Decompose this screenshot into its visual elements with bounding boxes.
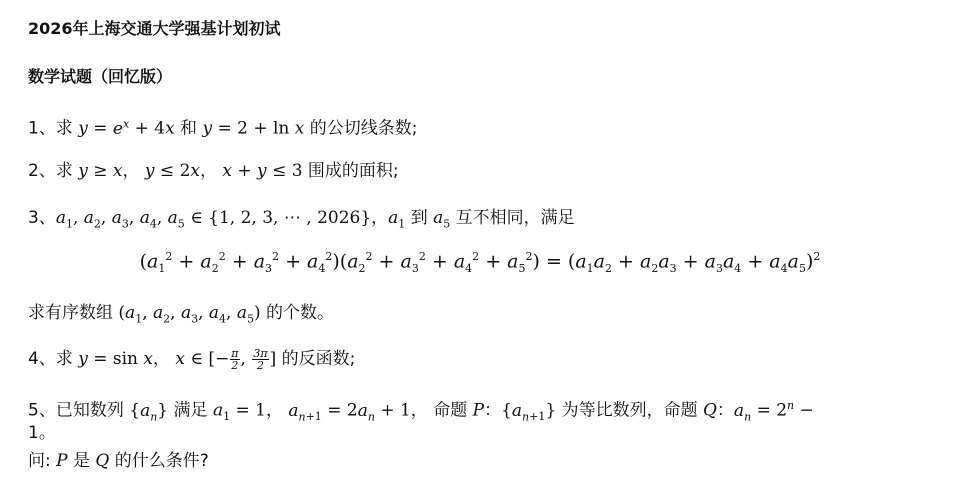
problem-1: 1、求 $y = e^x + 4x$ 和 y = 2 + ln x 的公切线条数; — [28, 117, 418, 139]
problem-5-question: 问: P 是 Q 的什么条件? — [28, 451, 209, 471]
problem-4-number: 4、求 — [28, 349, 79, 369]
problem-3: 3、$a_1$, $a_2$, $a_3$, $a_4$, $a_5$ ∈ {1, 2, 3, ⋯ , 2026}，$a_1$ 到 $a_5$ 互不相同，满足 — [28, 208, 575, 231]
problem-4-text: 的反函数; — [276, 349, 356, 369]
problem-5: 5、已知数列 $\{a_n\}$ 满足 $a_1 = 1$， $a_{n+1} = 2a_n + 1$， 命题 P：$\{a_{n+1}\}$ 为等比数列，命题 Q：$a_n = 2^n$ − — [28, 399, 814, 424]
problem-2: 2、求 y ≥ x， y ≤ 2x， x + y ≤ 3 围成的面积; — [28, 161, 399, 181]
problem-5-number: 5、已知数列 — [28, 400, 130, 421]
problem-1-text-2: 的公切线条数; — [304, 118, 418, 139]
problem-2-number: 2、求 — [28, 161, 79, 181]
page-title: 2026年上海交通大学强基计划初试 — [28, 19, 281, 38]
problem-3-equation: $(a_1^2 + a_2^2 + a_3^2 + a_4^2)(a_2^2 + a_3^2 + a_4^2 + a_5^2) = (a_1a_2 + a_2a_3 + a_3a_4 + a_4a_5)^2$ — [139, 250, 821, 276]
problem-5-continued: 1。 — [28, 423, 56, 443]
page-subtitle: 数学试题（回忆版） — [28, 67, 173, 86]
problem-2-text: 围成的面积; — [302, 161, 399, 181]
problem-1-text: 和 — [174, 118, 203, 139]
problem-1-number: 1、求 — [28, 118, 79, 139]
problem-3-number: 3、 — [28, 208, 56, 228]
problem-4: 4、求 y = sin x， x ∈ [− $\frac{\pi}{2}$ , $\frac{3\pi}{2}$ ] 的反函数; — [28, 346, 356, 372]
problem-3-question: 求有序数组 ($a_1$, $a_2$, $a_3$, $a_4$, $a_5$) 的个数。 — [28, 303, 335, 326]
problem-3-text: 互不相同，满足 — [450, 208, 575, 228]
